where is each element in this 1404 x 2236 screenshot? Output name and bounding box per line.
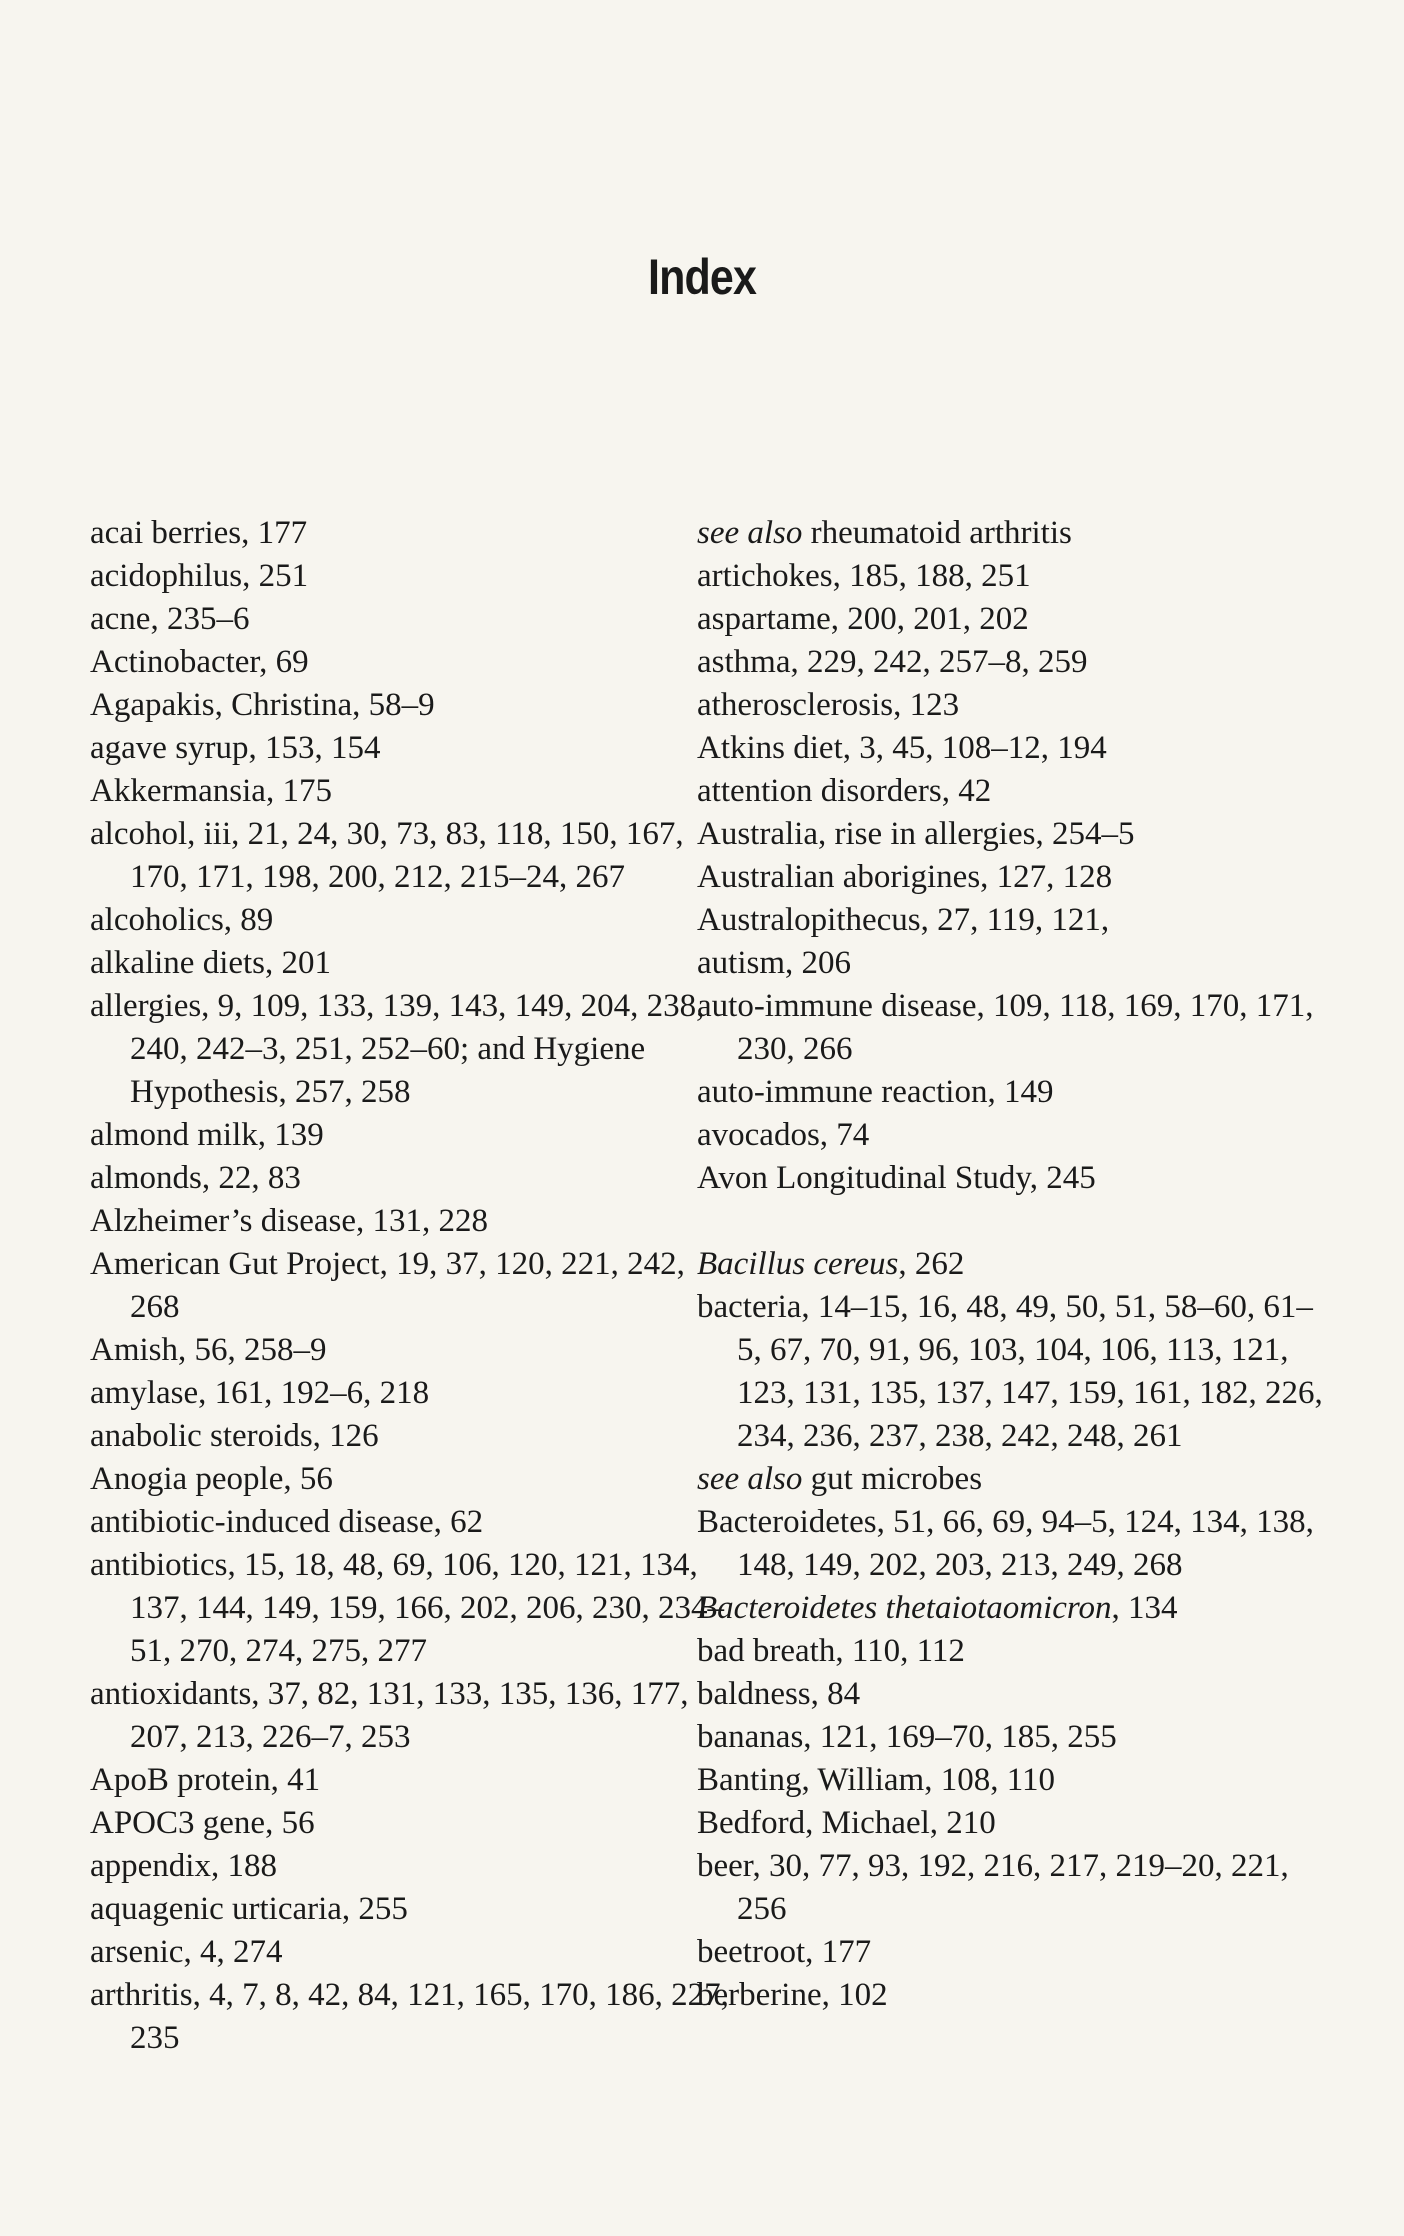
index-entry <box>90 1759 730 1802</box>
entry-text: Alzheimer’s disease, 131, 228 <box>90 1203 489 1239</box>
entry-text: Bedford, Michael, 210 <box>697 1805 996 1841</box>
index-entry <box>697 770 1337 813</box>
index-entry <box>90 1931 730 1974</box>
index-entry <box>697 942 1337 985</box>
entry-text: auto-immune reaction, 149 <box>697 1074 1054 1110</box>
entry-text: agave syrup, 153, 154 <box>90 730 381 766</box>
index-entry <box>90 1974 730 2060</box>
index-entry <box>90 1329 730 1372</box>
entry-text: ApoB protein, 41 <box>90 1762 321 1798</box>
entry-text: aquagenic urticaria, 255 <box>90 1891 408 1927</box>
entry-text: berberine, 102 <box>697 1977 888 2013</box>
see-also-label: see also <box>697 1461 803 1497</box>
index-entry <box>90 985 730 1114</box>
italic-term: Bacillus cereus <box>697 1246 899 1282</box>
index-entry <box>90 1501 730 1544</box>
index-column-left <box>90 512 730 2060</box>
entry-text: bacteria, 14–15, 16, 48, 49, 50, 51, 58–60, 61–5, 67, 70, 91, 96, 103, 104, 106, 113, 121, 123, 131, 135, 137, 147, 159, 161, 182, 226, 234, 236, 237, 238, 242, 248, 261 <box>697 1289 1323 1454</box>
entry-text: beer, 30, 77, 93, 192, 216, 217, 219–20, 221, 256 <box>697 1848 1289 1927</box>
index-entry <box>90 555 730 598</box>
index-entry <box>697 1157 1337 1200</box>
entry-text: almond milk, 139 <box>90 1117 324 1153</box>
entry-text: anabolic steroids, 126 <box>90 1418 379 1454</box>
index-column-right <box>697 512 1337 2017</box>
index-entry <box>697 1931 1337 1974</box>
index-entry <box>697 1759 1337 1802</box>
entry-text: auto-immune disease, 109, 118, 169, 170, 171, 230, 266 <box>697 988 1314 1067</box>
entry-text: Bacteroidetes, 51, 66, 69, 94–5, 124, 134, 138, 148, 149, 202, 203, 213, 249, 268 <box>697 1504 1314 1583</box>
index-entry <box>697 1501 1337 1587</box>
index-entry <box>697 1673 1337 1716</box>
entry-text: Actinobacter, 69 <box>90 644 309 680</box>
index-entry <box>697 1458 1337 1501</box>
entry-text: appendix, 188 <box>90 1848 277 1884</box>
index-entry <box>697 1716 1337 1759</box>
entry-text: artichokes, 185, 188, 251 <box>697 558 1031 594</box>
entry-text: bananas, 121, 169–70, 185, 255 <box>697 1719 1117 1755</box>
index-entry <box>90 1802 730 1845</box>
index-entry <box>90 1372 730 1415</box>
entry-text: Amish, 56, 258–9 <box>90 1332 327 1368</box>
index-entry <box>697 856 1337 899</box>
index-entry <box>90 1673 730 1759</box>
entry-text: aspartame, 200, 201, 202 <box>697 601 1029 637</box>
entry-text: antibiotics, 15, 18, 48, 69, 106, 120, 121, 134, 137, 144, 149, 159, 166, 202, 206, 230, 234–51, 270, 274, 275, 277 <box>90 1547 724 1669</box>
index-entry <box>90 899 730 942</box>
index-entry <box>697 899 1337 942</box>
index-entry <box>697 1630 1337 1673</box>
entry-text: acai berries, 177 <box>90 515 308 551</box>
italic-term: Bacteroidetes thetaiotaomicron <box>697 1590 1112 1626</box>
entry-text: Australopithecus, 27, 119, 121, <box>697 902 1110 938</box>
index-entry <box>697 1587 1337 1630</box>
entry-text: atherosclerosis, 123 <box>697 687 960 723</box>
index-entry <box>90 1157 730 1200</box>
index-entry <box>697 512 1337 555</box>
index-gap <box>697 1200 1337 1243</box>
index-entry <box>90 813 730 899</box>
see-also-label: see also <box>697 515 803 551</box>
entry-text: bad breath, 110, 112 <box>697 1633 965 1669</box>
index-entry <box>90 1544 730 1673</box>
entry-text: Atkins diet, 3, 45, 108–12, 194 <box>697 730 1107 766</box>
index-entry <box>697 1845 1337 1931</box>
entry-text: , 262 <box>898 1246 965 1282</box>
entry-text: alcoholics, 89 <box>90 902 274 938</box>
entry-text: acne, 235–6 <box>90 601 250 637</box>
entry-text: APOC3 gene, 56 <box>90 1805 315 1841</box>
index-entry <box>90 1114 730 1157</box>
entry-text: Anogia people, 56 <box>90 1461 333 1497</box>
entry-text: rheumatoid arthritis <box>802 515 1072 551</box>
index-entry <box>90 684 730 727</box>
index-entry <box>90 598 730 641</box>
entry-text: allergies, 9, 109, 133, 139, 143, 149, 204, 238, 240, 242–3, 251, 252–60; and Hygiene Hypothesis, 257, 258 <box>90 988 705 1110</box>
entry-text: Banting, William, 108, 110 <box>697 1762 1055 1798</box>
index-entry <box>697 1114 1337 1157</box>
index-entry <box>90 1415 730 1458</box>
entry-text: amylase, 161, 192–6, 218 <box>90 1375 430 1411</box>
entry-text: Akkermansia, 175 <box>90 773 332 809</box>
entry-text: acidophilus, 251 <box>90 558 309 594</box>
index-entry <box>90 1200 730 1243</box>
index-entry <box>90 727 730 770</box>
page-title: Index <box>647 249 757 305</box>
index-entry <box>90 942 730 985</box>
entry-text: arsenic, 4, 274 <box>90 1934 283 1970</box>
entry-text: arthritis, 4, 7, 8, 42, 84, 121, 165, 170, 186, 227, 235 <box>90 1977 729 2056</box>
index-entry <box>697 641 1337 684</box>
entry-text: almonds, 22, 83 <box>90 1160 301 1196</box>
index-entry <box>90 1243 730 1329</box>
index-entry <box>697 1286 1337 1458</box>
entry-text: Avon Longitudinal Study, 245 <box>697 1160 1096 1196</box>
entry-text: asthma, 229, 242, 257–8, 259 <box>697 644 1088 680</box>
index-entry <box>697 1243 1337 1286</box>
entry-text: alcohol, iii, 21, 24, 30, 73, 83, 118, 150, 167, 170, 171, 198, 200, 212, 215–24, 267 <box>90 816 684 895</box>
entry-text: avocados, 74 <box>697 1117 870 1153</box>
entry-text: Australian aborigines, 127, 128 <box>697 859 1113 895</box>
index-entry <box>697 1802 1337 1845</box>
entry-text: Australia, rise in allergies, 254–5 <box>697 816 1135 852</box>
index-entry <box>90 770 730 813</box>
entry-text: baldness, 84 <box>697 1676 861 1712</box>
entry-text: beetroot, 177 <box>697 1934 872 1970</box>
entry-text: attention disorders, 42 <box>697 773 992 809</box>
index-entry <box>697 684 1337 727</box>
index-entry <box>697 985 1337 1071</box>
entry-text: autism, 206 <box>697 945 851 981</box>
index-entry <box>90 1458 730 1501</box>
index-entry <box>697 813 1337 856</box>
entry-text: American Gut Project, 19, 37, 120, 221, 242, 268 <box>90 1246 685 1325</box>
index-entry <box>697 727 1337 770</box>
index-entry <box>90 641 730 684</box>
index-entry <box>697 1974 1337 2017</box>
entry-text: , 134 <box>1111 1590 1178 1626</box>
entry-text: antioxidants, 37, 82, 131, 133, 135, 136, 177, 207, 213, 226–7, 253 <box>90 1676 689 1755</box>
entry-text: antibiotic-induced disease, 62 <box>90 1504 484 1540</box>
entry-text: Agapakis, Christina, 58–9 <box>90 687 435 723</box>
entry-text: gut microbes <box>802 1461 983 1497</box>
index-entry <box>697 1071 1337 1114</box>
index-entry <box>90 1845 730 1888</box>
index-entry <box>697 555 1337 598</box>
entry-text: alkaline diets, 201 <box>90 945 332 981</box>
index-entry <box>90 512 730 555</box>
index-entry <box>697 598 1337 641</box>
index-entry <box>90 1888 730 1931</box>
